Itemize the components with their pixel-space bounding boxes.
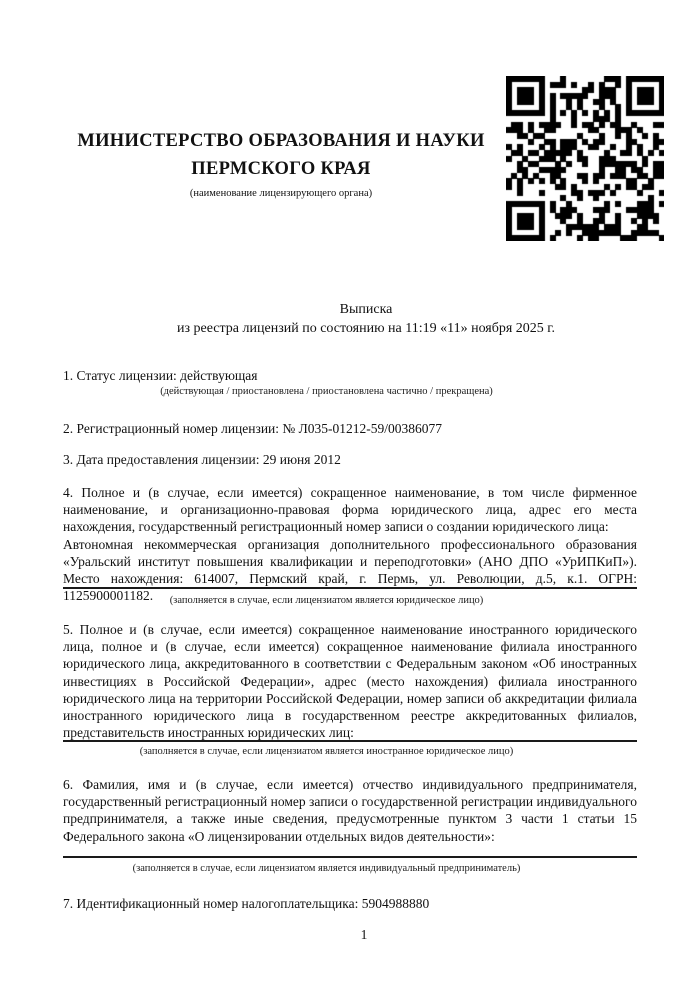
page-number: 1 <box>360 927 368 942</box>
license-status-options-caption: (действующая / приостановлена / приостановлена частично / прекращена) <box>160 386 493 397</box>
legal-entity-value: Автономная некоммерческая организация дополнительного профессионального образования «Уральский институт повышения квалификации и переподготовки» (АНО ДПО «УрИПКиП»). Место нахождения: 614007, Пермский край, г. Пермь, ул. Революции, д.5, к.1. ОГРН: 1125900001182. <box>63 536 637 604</box>
foreign-entity-fill-rule <box>63 740 637 742</box>
ministry-name-line2: ПЕРМСКОГО КРАЯ <box>191 159 371 179</box>
foreign-entity-caption: (заполняется в случае, если лицензиатом является иностранное юридическое лицо) <box>139 746 514 757</box>
legal-entity-description: 4. Полное и (в случае, если имеется) сокращенное наименование, в том числе фирменное наименование, и организационно-правовая форма юридического лица, адрес его места нахождения, государственный регистрационный номер записи о создании юридического лица: <box>63 485 637 535</box>
ministry-caption: (наименование лицензирующего органа) <box>189 188 373 199</box>
individual-entrepreneur-section: 6. Фамилия, имя и (в случае, если имеется) отчество индивидуального предпринимателя, государственный регистрационный номер записи о государственной регистрации индивидуального предпринимателя, а также иные сведения, предусмотренные пунктом 3 части 1 статьи 15 Федерального закона «О лицензировании отдельных видов деятельности»: <box>63 777 637 844</box>
taxpayer-id-line: 7. Идентификационный номер налогоплательщика: 5904988880 <box>63 896 430 911</box>
legal-entity-fill-rule <box>63 587 637 589</box>
licensing-authority-header <box>63 127 499 200</box>
registration-number-line: 2. Регистрационный номер лицензии: № Л035-01212-59/00386077 <box>63 421 443 436</box>
license-grant-date-line: 3. Дата предоставления лицензии: 29 июня 2012 <box>63 452 341 467</box>
individual-entrepreneur-caption: (заполняется в случае, если лицензиатом является индивидуальный предприниматель) <box>132 863 521 874</box>
ministry-name-line1: МИНИСТЕРСТВО ОБРАЗОВАНИЯ И НАУКИ <box>77 131 485 151</box>
document-title-line1: Выписка <box>339 302 393 317</box>
document-title <box>63 300 637 338</box>
license-status-line: 1. Статус лицензии: действующая <box>63 368 258 383</box>
qr-code-icon <box>506 76 664 241</box>
individual-entrepreneur-fill-rule <box>63 856 637 858</box>
legal-entity-caption: (заполняется в случае, если лицензиатом является юридическое лицо) <box>169 595 484 606</box>
foreign-entity-section: 5. Полное и (в случае, если имеется) сокращенное наименование иностранного юридического лица, полное и (в случае, если имеется) сокращенное наименование филиала иностранного юридического лица, аккредитованного в соответствии с Федеральным законом «Об иностранных инвестициях в Российской Федерации», адрес (место нахождения) филиала иностранного юридического лица на территории Российской Федерации, номер записи об аккредитации филиала иностранного юридического лица в государственном реестре аккредитованных филиалов, представительств иностранных юридических лиц: <box>63 622 637 741</box>
document-title-line2: из реестра лицензий по состоянию на 11:19 «11» ноября 2025 г. <box>177 321 555 336</box>
